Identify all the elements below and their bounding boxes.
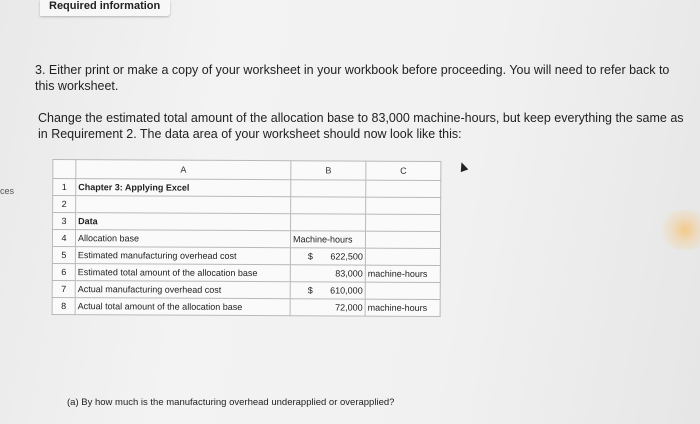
spreadsheet-table [52, 159, 442, 317]
cell-b: 72,000 [290, 299, 365, 316]
cell-a: Allocation base [75, 230, 290, 248]
cell-a: Data [76, 213, 291, 231]
cell-b [290, 282, 365, 299]
column-header-b: B [291, 161, 366, 180]
cell-c [365, 282, 440, 299]
cell-b [291, 180, 366, 197]
corner-cell [53, 159, 76, 178]
currency-symbol: $ [307, 251, 313, 262]
row-number: 7 [52, 280, 75, 297]
cell-c: machine-hours [365, 265, 440, 282]
question-a: (a) By how much is the manufacturing overhead underapplied or overapplied? [67, 397, 395, 408]
row-number: 8 [52, 297, 75, 314]
cell-c: machine-hours [365, 299, 440, 316]
table-row [52, 229, 440, 248]
table-row [52, 280, 440, 299]
column-header-a: A [76, 160, 291, 180]
page-title: Required information [49, 0, 161, 12]
cell-c [365, 231, 440, 248]
cell-b [291, 197, 366, 214]
left-edge-text: ces [0, 186, 15, 196]
cell-a [76, 196, 291, 214]
column-header-row [53, 159, 441, 180]
table-row [52, 297, 440, 316]
table-row [52, 263, 440, 282]
mouse-pointer-icon [458, 161, 469, 172]
cell-b [291, 214, 366, 231]
cell-b: Machine-hours [290, 231, 365, 248]
cell-c [366, 197, 441, 214]
cell-c [366, 214, 441, 231]
cell-a: Estimated total amount of the allocation base [75, 264, 290, 282]
row-number: 5 [52, 246, 75, 263]
column-header-c: C [366, 161, 441, 180]
cell-c [365, 248, 440, 265]
row-number: 2 [53, 195, 76, 212]
cell-b-value: 610,000 [330, 285, 363, 296]
cell-b [290, 248, 365, 265]
cell-a: Actual manufacturing overhead cost [75, 281, 290, 299]
instruction-change: Change the estimated total amount of the allocation base to 83,000 machine-hours, but keep everything the same as in Requirement 2. The data area of your worksheet should now look like this: [38, 111, 684, 141]
cell-a: Chapter 3: Applying Excel [76, 179, 291, 197]
row-number: 6 [52, 263, 75, 280]
cell-b-value: 622,500 [330, 251, 363, 262]
table-row [52, 246, 440, 265]
currency-symbol: $ [307, 285, 313, 296]
cell-c [366, 180, 441, 197]
table-row [53, 212, 441, 231]
cell-b: 83,000 [290, 265, 365, 282]
table-row [53, 195, 441, 214]
table-row [53, 178, 441, 197]
instruction-step3: 3. Either print or make a copy of your worksheet in your workbook before proceeding. You will need to refer back to this worksheet. [35, 63, 670, 93]
cell-a: Estimated manufacturing overhead cost [75, 247, 290, 265]
row-number: 1 [53, 178, 76, 195]
row-number: 4 [52, 229, 75, 246]
row-number: 3 [53, 212, 76, 229]
light-glare [655, 210, 700, 250]
cell-a: Actual total amount of the allocation base [75, 298, 290, 316]
